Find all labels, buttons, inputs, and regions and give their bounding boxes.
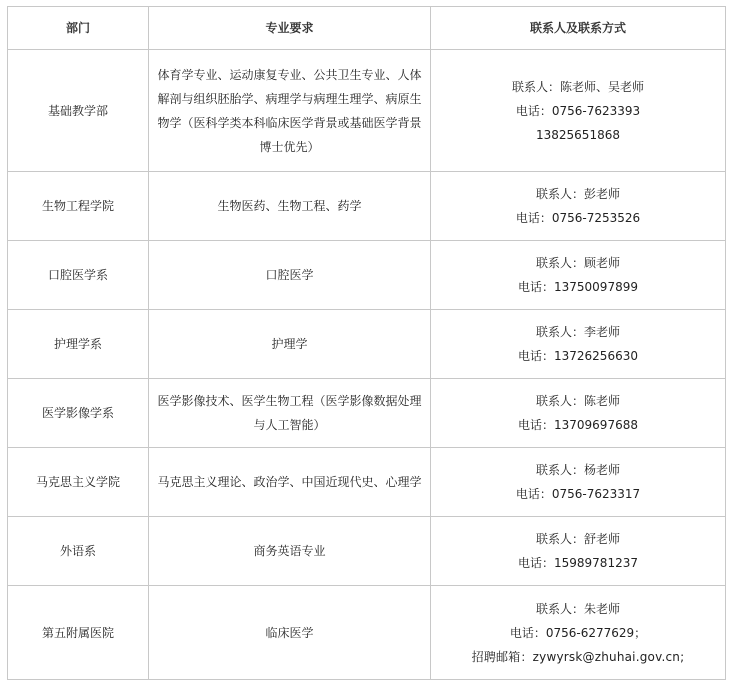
contact-cell [431,310,726,379]
dept-cell: 第五附属医院 [8,586,149,680]
major-cell: 体育学专业、运动康复专业、公共卫生专业、人体解剖与组织胚胎学、病理学与病理生理学、病原生物学（医科学类本科临床医学背景或基础医学背景博士优先） [149,50,431,172]
major-cell: 口腔医学 [149,241,431,310]
contact-phone: 电话：13709697688 [518,418,638,432]
contact-phone: 电话：0756-6277629； [509,625,647,640]
dept-cell: 护理学系 [8,310,149,379]
dept-cell: 口腔医学系 [8,241,149,310]
contact-person: 联系人：朱老师 [535,601,620,616]
contact-cell [431,517,726,586]
dept-cell: 生物工程学院 [8,172,149,241]
contact-phone: 电话：15989781237 [518,556,638,570]
table-header-row [8,7,726,50]
contact-email[interactable]: 招聘邮箱：zywyrsk@zhuhai.gov.cn; [471,649,685,664]
major-cell: 商务英语专业 [149,517,431,586]
major-cell: 马克思主义理论、政治学、中国近现代史、心理学 [149,448,431,517]
dept-cell: 医学影像学系 [8,379,149,448]
header-dept: 部门 [8,7,149,50]
contact-cell [431,586,726,680]
dept-cell: 马克思主义学院 [8,448,149,517]
contact-cell [431,379,726,448]
contact-cell [431,241,726,310]
contact-person: 联系人：陈老师 [535,394,620,408]
contact-person: 联系人：舒老师 [535,532,620,546]
contact-cell [431,448,726,517]
header-major: 专业要求 [149,7,431,50]
contact-person: 联系人：李老师 [535,325,620,339]
table-row [8,517,726,586]
major-cell: 医学影像技术、医学生物工程（医学影像数据处理与人工智能） [149,379,431,448]
table-row [8,586,726,680]
table-row [8,172,726,241]
table-row [8,241,726,310]
table-row [8,379,726,448]
table-row [8,448,726,517]
contact-phone: 电话：0756-7623317 [515,487,641,501]
dept-cell: 外语系 [8,517,149,586]
recruitment-table [7,6,726,680]
contact-person: 联系人：杨老师 [535,463,620,477]
major-cell: 护理学 [149,310,431,379]
contact-phone: 电话：13726256630 [518,349,638,363]
contact-phone: 电话：0756-7623393 [515,103,641,118]
contact-phone: 电话：13750097899 [518,280,638,294]
contact-cell [431,50,726,172]
major-cell: 生物医药、生物工程、药学 [149,172,431,241]
contact-cell [431,172,726,241]
contact-person: 联系人：顾老师 [535,256,620,270]
contact-phone-2: 13825651868 [536,127,620,142]
table-row [8,50,726,172]
header-contact: 联系人及联系方式 [431,7,726,50]
dept-cell: 基础教学部 [8,50,149,172]
contact-person: 联系人：彭老师 [535,187,620,201]
major-cell: 临床医学 [149,586,431,680]
contact-person: 联系人：陈老师、吴老师 [511,79,644,94]
contact-phone: 电话：0756-7253526 [515,211,641,225]
table-row [8,310,726,379]
